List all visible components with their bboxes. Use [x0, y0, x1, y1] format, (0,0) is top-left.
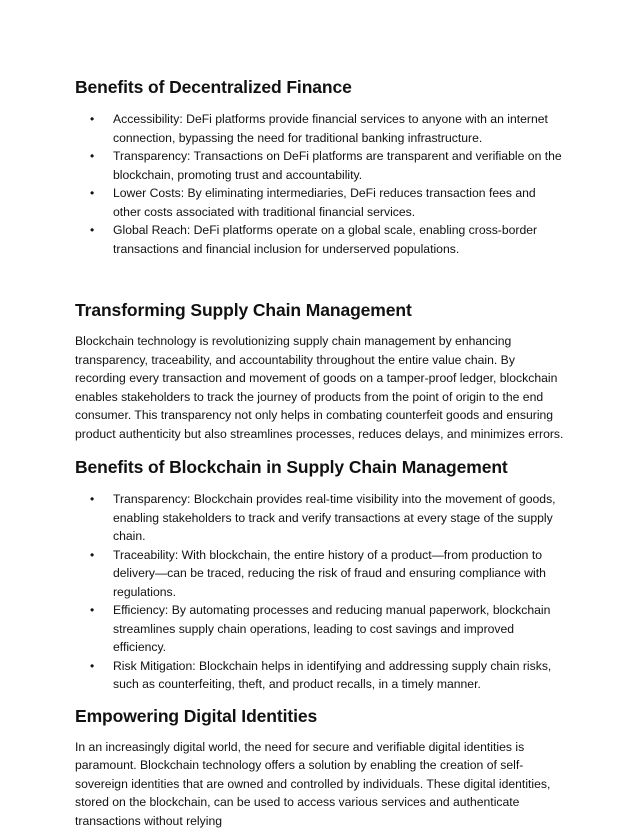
list-item [75, 601, 566, 657]
list-item [75, 490, 566, 546]
bullet-icon: • [90, 147, 94, 166]
list-item-text: Risk Mitigation: Blockchain helps in identifying and addressing supply chain risks, such as counterfeiting, theft, and product recalls, in a timely manner. [113, 659, 551, 692]
list-item-text: Transparency: Transactions on DeFi platforms are transparent and verifiable on the blockchain, promoting trust and accountability. [113, 149, 562, 182]
bullet-icon: • [90, 184, 94, 203]
section-heading-defi-benefits: Benefits of Decentralized Finance [75, 76, 566, 98]
list-item-text: Traceability: With blockchain, the entire history of a product—from production to delivery—can be traced, reducing the risk of fraud and ensuring compliance with regulations. [113, 548, 546, 599]
list-item [75, 184, 566, 221]
bullet-icon: • [90, 221, 94, 240]
list-item [75, 147, 566, 184]
list-item-text: Global Reach: DeFi platforms operate on a global scale, enabling cross-border transactions and financial inclusion for underserved populations. [113, 223, 537, 256]
bullet-icon: • [90, 601, 94, 620]
bullet-icon: • [90, 490, 94, 509]
bullet-icon: • [90, 657, 94, 676]
bullet-icon: • [90, 110, 94, 129]
list-item [75, 110, 566, 147]
list-item [75, 221, 566, 258]
bullet-icon: • [90, 546, 94, 565]
list-item-text: Transparency: Blockchain provides real-time visibility into the movement of goods, enabling stakeholders to track and verify transactions at every stage of the supply chain. [113, 492, 556, 543]
supply-chain-benefits-list [75, 490, 566, 694]
list-item-text: Accessibility: DeFi platforms provide financial services to anyone with an internet connection, bypassing the need for traditional banking infrastructure. [113, 112, 548, 145]
defi-benefits-list [75, 110, 566, 258]
list-item-text: Lower Costs: By eliminating intermediaries, DeFi reduces transaction fees and other costs associated with traditional financial services. [113, 186, 536, 219]
section-heading-supply-chain: Transforming Supply Chain Management [75, 299, 566, 321]
section-heading-supply-chain-benefits: Benefits of Blockchain in Supply Chain Management [75, 456, 566, 478]
section-heading-digital-identities: Empowering Digital Identities [75, 705, 566, 727]
list-item [75, 546, 566, 602]
list-item-text: Efficiency: By automating processes and reducing manual paperwork, blockchain streamlines supply chain operations, leading to cost savings and improved efficiency. [113, 603, 550, 654]
list-item [75, 657, 566, 694]
digital-identities-paragraph: In an increasingly digital world, the need for secure and verifiable digital identities is paramount. Blockchain technology offers a solution by enabling the creation of self-sovereign identities that are owned and controlled by individuals. These digital identities, stored on the blockchain, can be used to access various services and authenticate transactions without relying [75, 738, 566, 830]
supply-chain-paragraph: Blockchain technology is revolutionizing supply chain management by enhancing transparency, traceability, and accountability throughout the entire value chain. By recording every transaction and movement of goods on a tamper-proof ledger, blockchain enables stakeholders to track the journey of products from the point of origin to the end consumer. This transparency not only helps in combating counterfeit goods and ensuring product authenticity but also streamlines processes, reduces delays, and minimizes errors. [75, 332, 566, 443]
